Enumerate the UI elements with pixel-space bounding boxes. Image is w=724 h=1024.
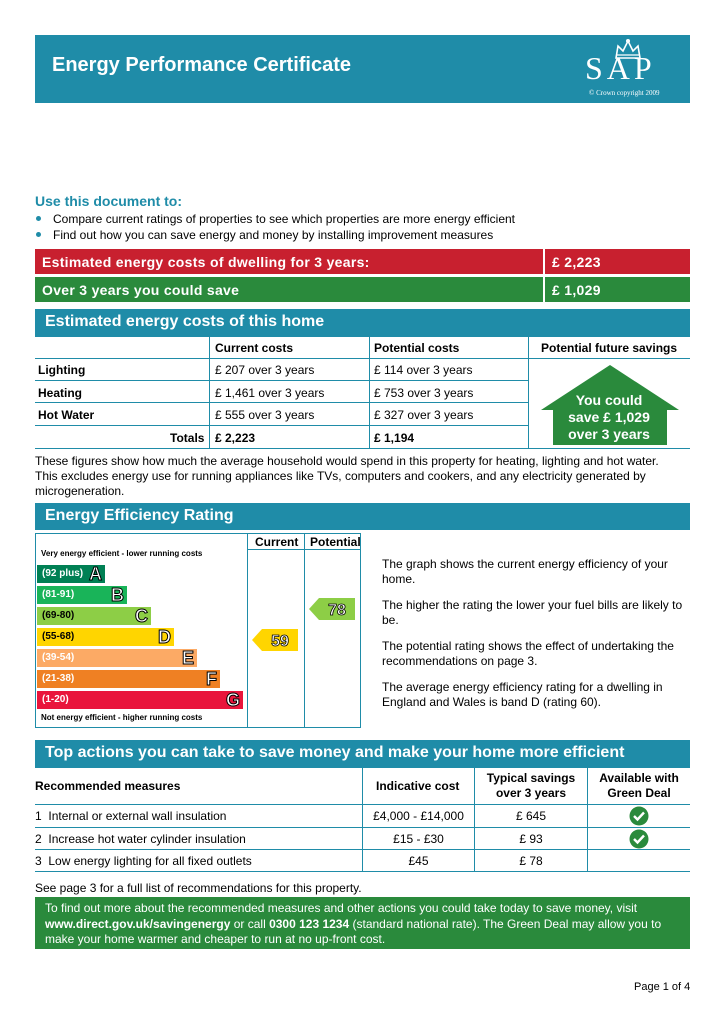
- totals-label: Totals: [170, 431, 205, 445]
- rating-text-3: The potential rating shows the effect of undertaking the recommendations on page 3.: [382, 639, 674, 668]
- lighting-current: £ 207 over 3 years: [215, 363, 315, 377]
- rating-band-e: [37, 649, 197, 667]
- band-letter: A: [89, 564, 102, 584]
- rating-text-4: The average energy efficiency rating for a dwelling in England and Wales is band D (rating 60).: [382, 680, 663, 709]
- totals-potential: £ 1,194: [374, 431, 415, 445]
- rating-section-title: Energy Efficiency Rating: [45, 507, 234, 524]
- use-document-heading: Use this document to:: [35, 193, 183, 209]
- hot-water-current: £ 555 over 3 years: [215, 408, 315, 422]
- action-measure: Internal or external wall insulation: [48, 809, 227, 823]
- band-letter: D: [158, 627, 171, 647]
- col-recommended-measures: Recommended measures: [35, 779, 181, 793]
- heating-current: £ 1,461 over 3 years: [215, 386, 325, 400]
- rating-band-f: [37, 670, 220, 688]
- col-potential-costs: Potential costs: [374, 341, 460, 355]
- rating-col-potential: Potential: [310, 535, 361, 549]
- action-cost: £15 - £30: [393, 832, 444, 846]
- estimated-cost-band: [35, 249, 543, 274]
- action-savings: £ 78: [519, 854, 543, 868]
- savingenergy-link[interactable]: www.direct.gov.uk/savingenergy: [45, 916, 231, 931]
- col-typical-savings-2: over 3 years: [495, 786, 567, 800]
- house-line-2: save £ 1,029: [568, 409, 650, 425]
- rating-band-a: [37, 565, 105, 583]
- band-range: (92 plus): [42, 568, 84, 579]
- col-indicative-cost: Indicative cost: [376, 779, 460, 793]
- page-title: Energy Performance Certificate: [52, 54, 352, 76]
- action-row-2: [35, 832, 246, 846]
- green-deal-check-icon: [629, 806, 649, 826]
- rating-band-g: [37, 691, 243, 709]
- heating-potential: £ 753 over 3 years: [374, 386, 474, 400]
- current-rating-arrow: [252, 629, 298, 651]
- band-letter: F: [206, 669, 217, 689]
- rating-section-header: [35, 503, 690, 530]
- rating-text-1: The graph shows the current energy efficiency of your home.: [382, 557, 668, 586]
- action-measure: Increase hot water cylinder insulation: [48, 832, 246, 846]
- actions-section-header: [35, 740, 690, 767]
- band-range: (81-91): [42, 589, 75, 600]
- band-range: (39-54): [42, 652, 75, 663]
- row-label-heating: Heating: [38, 386, 83, 400]
- estimated-cost-value: £ 2,223: [552, 254, 601, 270]
- footer-text: To find out more about the recommended measures and other actions you could take today to save money, visit www.direct.gov.uk/savingenergy or call 0300 123 1234 (standard national rate). The Green Deal may allow you to make your home warmer and cheaper to run at no up-front cost.: [45, 901, 662, 946]
- rating-text-2: The higher the rating the lower your fuel bills are likely to be.: [382, 598, 683, 627]
- action-num: 3: [35, 854, 42, 868]
- footer-info-box: [35, 897, 690, 949]
- house-line-3: over 3 years: [568, 426, 650, 442]
- totals-current: £ 2,223: [215, 431, 256, 445]
- row-label-hot-water: Hot Water: [38, 408, 95, 422]
- house-savings-text: [542, 392, 676, 443]
- green-deal-check-icon: [629, 829, 649, 849]
- row-label-lighting: Lighting: [38, 363, 86, 377]
- action-savings: £ 93: [519, 832, 543, 846]
- action-cost: £4,000 - £14,000: [373, 809, 464, 823]
- col-green-deal-1: Available with: [599, 771, 679, 785]
- rating-bottom-note: Not energy efficient - higher running costs: [41, 713, 203, 722]
- rating-top-note: Very energy efficient - lower running costs: [41, 549, 203, 558]
- bullet-item: Compare current ratings of properties to see which properties are more energy efficient: [53, 212, 516, 226]
- estimated-cost-label: Estimated energy costs of dwelling for 3 years:: [42, 254, 370, 270]
- col-current-costs: Current costs: [215, 341, 294, 355]
- bullet-item: Find out how you can save energy and money by installing improvement measures: [53, 228, 494, 242]
- sap-logo: SAP: [585, 50, 656, 86]
- phone-number: 0300 123 1234: [269, 916, 350, 931]
- band-range: (21-38): [42, 673, 75, 684]
- hot-water-potential: £ 327 over 3 years: [374, 408, 474, 422]
- actions-section-title: Top actions you can take to save money and make your home more efficient: [45, 744, 625, 761]
- band-range: (69-80): [42, 610, 75, 621]
- col-typical-savings-1: Typical savings: [486, 771, 576, 785]
- savings-band: [35, 277, 543, 302]
- band-letter: G: [225, 690, 240, 710]
- rating-col-current: Current: [255, 535, 299, 549]
- estimated-cost-value-box: [545, 249, 690, 274]
- rating-band-b: [37, 586, 127, 604]
- band-range: (1-20): [42, 694, 69, 705]
- col-green-deal-2: Green Deal: [607, 786, 671, 800]
- rating-band-d: [37, 628, 174, 646]
- costs-section-header: [35, 309, 690, 336]
- action-cost: £45: [408, 854, 429, 868]
- action-savings: £ 645: [515, 809, 547, 823]
- potential-rating-arrow: [309, 598, 355, 620]
- savings-value: £ 1,029: [552, 282, 601, 298]
- action-measure: Low energy lighting for all fixed outlets: [48, 854, 252, 868]
- action-row-3: [35, 854, 252, 868]
- house-line-1: You could: [575, 392, 643, 408]
- rating-band-c: [37, 607, 151, 625]
- col-potential-savings: Potential future savings: [541, 341, 678, 355]
- costs-section-title: Estimated energy costs of this home: [45, 313, 325, 330]
- band-range: (55-68): [42, 631, 75, 642]
- page-number: Page 1 of 4: [634, 981, 691, 993]
- band-letter: E: [181, 648, 194, 668]
- costs-note: These figures show how much the average household would spend in this property for heating, lighting and hot water. This excludes energy use for running appliances like TVs, computers and cookers, and any electricity generated by microgeneration.: [35, 454, 659, 498]
- see-page-note: See page 3 for a full list of recommendations for this property.: [35, 881, 362, 895]
- current-rating-value: 59: [271, 633, 289, 650]
- lighting-potential: £ 114 over 3 years: [374, 363, 473, 377]
- action-num: 2: [35, 832, 42, 846]
- potential-rating-value: 78: [328, 602, 346, 619]
- band-letter: C: [135, 606, 148, 626]
- savings-value-box: [545, 277, 690, 302]
- band-letter: B: [111, 585, 124, 605]
- crown-copyright: © Crown copyright 2009: [589, 89, 660, 97]
- action-num: 1: [35, 809, 42, 823]
- savings-label: Over 3 years you could save: [42, 282, 240, 298]
- action-row-1: [35, 809, 226, 823]
